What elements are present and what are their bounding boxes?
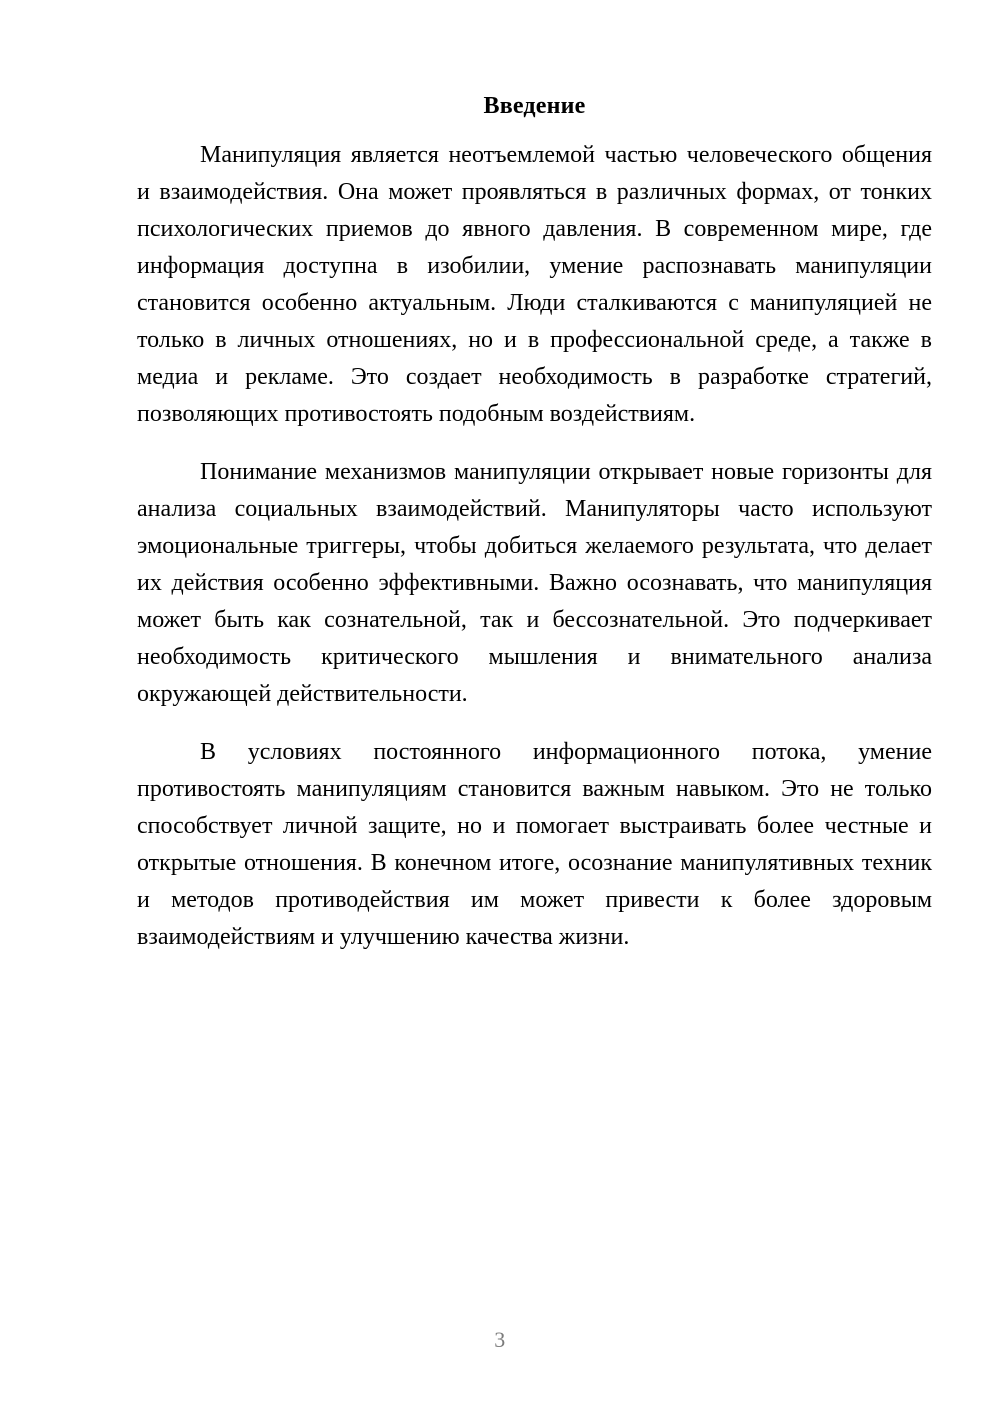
page-title: Введение	[483, 93, 586, 119]
page-number: 3	[494, 1327, 506, 1352]
page-content	[137, 88, 932, 956]
body-paragraph-2: Понимание механизмов манипуляции открывает новые горизонты для анализа социальных взаимодействий. Манипуляторы часто используют эмоциональные триггеры, чтобы добиться желаемого результата, что делает их действия особенно эффективными. Важно осознавать, что манипуляция может быть как сознательной, так и бессознательной. Это подчеркивает необходимость критического мышления и внимательного анализа окружающей действительности.	[137, 459, 932, 707]
body-paragraph-1: Манипуляция является неотъемлемой частью человеческого общения и взаимодействия. Она может проявляться в различных формах, от тонких психологических приемов до явного давления. В современном мире, где информация доступна в изобилии, умение распознавать манипуляции становится особенно актуальным. Люди сталкиваются с манипуляцией не только в личных отношениях, но и в профессиональной среде, а также в медиа и рекламе. Это создает необходимость в разработке стратегий, позволяющих противостоять подобным воздействиям.	[137, 142, 932, 427]
body-paragraph-3: В условиях постоянного информационного потока, умение противостоять манипуляциям становится важным навыком. Это не только способствует личной защите, но и помогает выстраивать более честные и открытые отношения. В конечном итоге, осознание манипулятивных техник и методов противодействия им может привести к более здоровым взаимодействиям и улучшению качества жизни.	[137, 739, 932, 950]
